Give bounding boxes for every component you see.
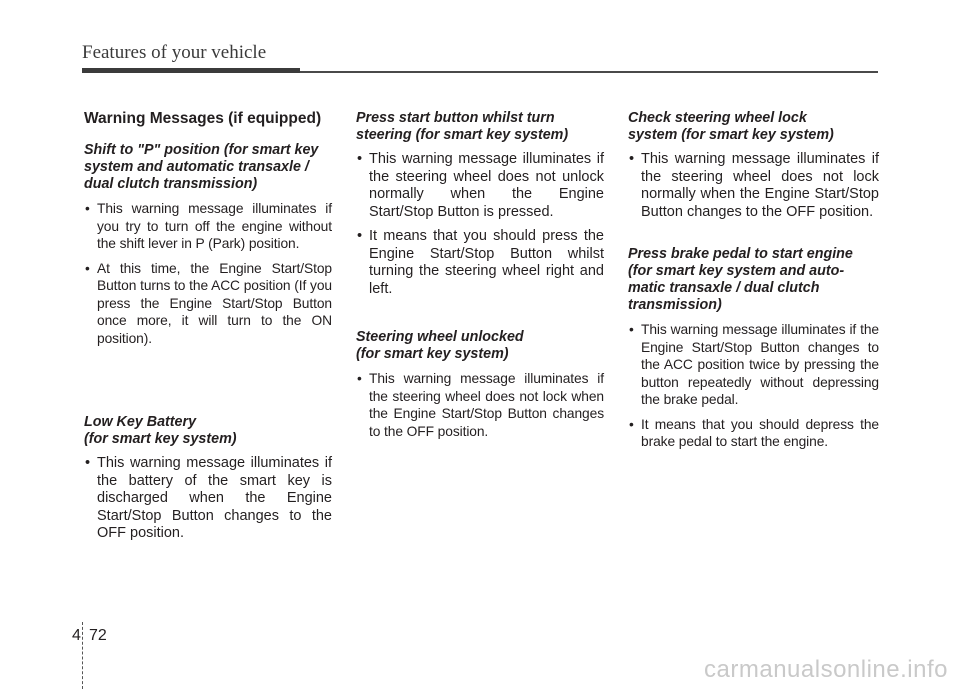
bullet-list bbox=[628, 151, 879, 221]
bullet-list bbox=[84, 200, 332, 347]
bullet-item: • This warning message illuminates if the steering wheel does not lock when the Engine Start/Stop Button changes to the OFF position. bbox=[356, 370, 604, 440]
bullet-item: • This warning message illuminates if the Engine Start/Stop Button changes to the ACC position twice by pressing the button repeatedly without depressing the brake pedal. bbox=[628, 321, 879, 409]
chapter-number: 4 bbox=[72, 627, 81, 644]
footer-divider bbox=[82, 622, 83, 689]
subsection-title-check-steering-lock: Check steering wheel lock system (for smart key system) bbox=[628, 110, 834, 143]
bullet-list bbox=[356, 151, 604, 298]
subsection-title-low-key-battery: Low Key Battery (for smart key system) bbox=[84, 414, 237, 447]
header-rule-thin bbox=[300, 71, 878, 73]
bullet-item: • At this time, the Engine Start/Stop Button turns to the ACC position (If you press the Engine Start/Stop Button once more, it will turn to the ON position). bbox=[84, 260, 332, 348]
column-2 bbox=[356, 110, 604, 447]
bullet-item: • It means that you should press the Engine Start/Stop Button whilst turning the steering wheel right and left. bbox=[356, 228, 604, 298]
page-number: 72 bbox=[89, 627, 107, 644]
column-3 bbox=[628, 110, 879, 458]
bullet-item: • This warning message illuminates if the battery of the smart key is discharged when the Engine Start/Stop Button changes to the OFF position. bbox=[84, 455, 332, 543]
column-1 bbox=[84, 110, 332, 550]
bullet-item: • This warning message illuminates if the steering wheel does not unlock normally when the Engine Start/Stop Button is pressed. bbox=[356, 151, 604, 221]
bullet-list bbox=[356, 370, 604, 440]
watermark: carmanualsonline.info bbox=[704, 656, 948, 683]
header-rule-thick bbox=[82, 68, 300, 73]
bullet-list bbox=[84, 455, 332, 543]
subsection-title-press-start-button: Press start button whilst turn steering (for smart key system) bbox=[356, 110, 569, 143]
section-title: Warning Messages (if equipped) bbox=[84, 110, 322, 127]
subsection-title-steering-unlocked: Steering wheel unlocked (for smart key system) bbox=[356, 329, 524, 362]
page-header-title: Features of your vehicle bbox=[82, 42, 267, 63]
bullet-list bbox=[628, 321, 879, 451]
subsection-title-press-brake-pedal: Press brake pedal to start engine (for smart key system and auto- matic transaxle / dual clutch transmission) bbox=[628, 246, 853, 313]
subsection-title-shift-to-p: Shift to "P" position (for smart key system and automatic transaxle / dual clutch transmission) bbox=[84, 142, 319, 192]
bullet-item: • This warning message illuminates if you try to turn off the engine without the shift lever in P (Park) position. bbox=[84, 200, 332, 253]
bullet-item: • It means that you should depress the brake pedal to start the engine. bbox=[628, 416, 879, 451]
bullet-item: • This warning message illuminates if the steering wheel does not lock normally when the Engine Start/Stop Button changes to the OFF position. bbox=[628, 151, 879, 221]
